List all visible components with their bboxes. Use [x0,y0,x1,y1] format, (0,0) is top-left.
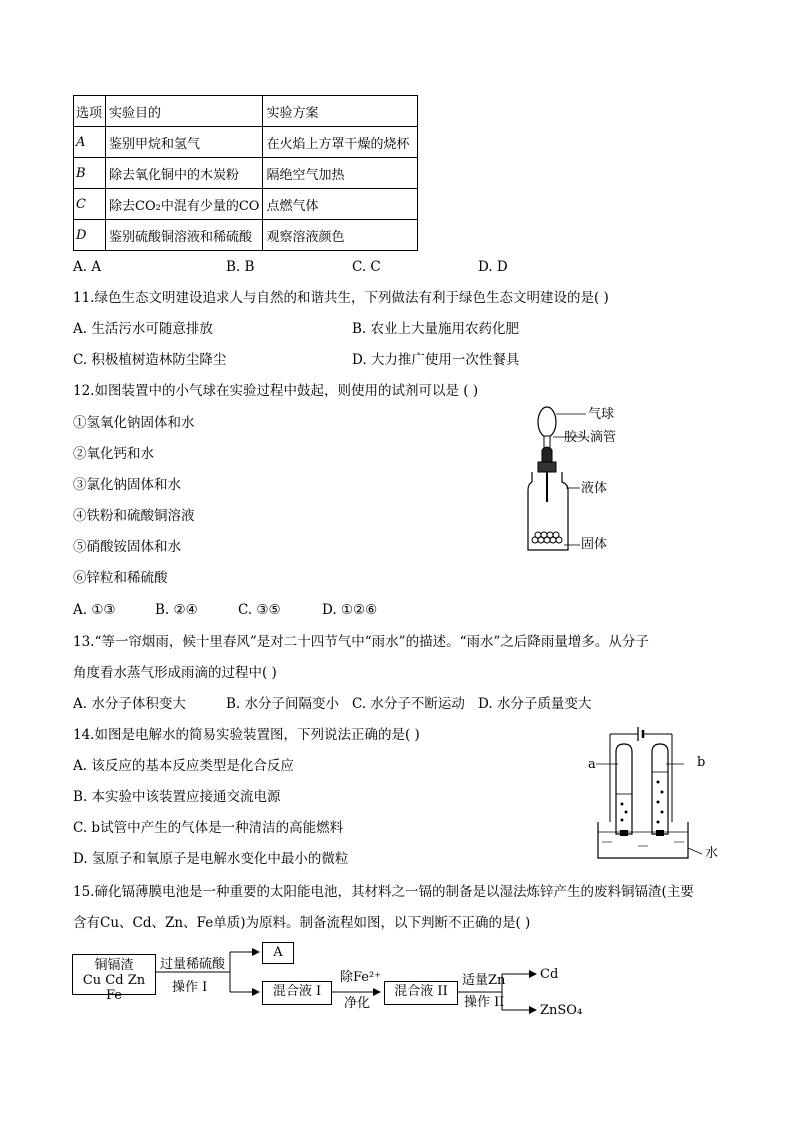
q12-item-1: ①氢氧化钠固体和水 [73,415,195,431]
dropper-label: 胶头滴管 [564,430,617,445]
flow-output-cd: Cd [540,967,559,982]
electrolysis-figure [588,722,708,864]
q12-option-a[interactable]: A. ①③ [73,602,116,618]
balloon-label: 气球 [588,407,615,422]
flow-product-a-box [262,942,294,964]
q12-item-5: ⑤硝酸铵固体和水 [73,539,181,555]
flow-remove-fe: 除Fe²⁺ [340,970,382,985]
q10-option-c[interactable]: C. C [352,259,381,275]
q12-option-b[interactable]: B. ②④ [155,602,198,618]
tube-a-label: a [588,757,596,772]
flow-mix2: 混合液 II [394,984,448,999]
q14-option-b[interactable]: B. 本实验中该装置应接通交流电源 [73,789,281,805]
q12-item-3: ③氯化钠固体和水 [73,477,181,493]
flow-mix1: 混合液 I [272,984,322,999]
table-cell: 鉴别甲烷和氢气 [106,127,263,158]
table-cell: B [74,158,106,189]
q12-option-d[interactable]: D. ①②⑥ [322,602,378,618]
q11-option-d[interactable]: D. 大力推广使用一次性餐具 [352,352,520,368]
q14-option-c[interactable]: C. b试管中产生的气体是一种清洁的高能燃料 [73,820,344,836]
table-cell: 观察溶液颜色 [263,220,418,251]
q15-stem-line1: 15.碲化镉薄膜电池是一种重要的太阳能电池，其材料之一镉的制备是以湿法炼锌产生的废料铜镉渣(主要 [73,884,694,900]
q15-stem-line2: 含有Cu、Cd、Zn、Fe单质)为原料。制备流程如图，以下判断不正确的是( ) [73,915,531,931]
q12-item-2: ②氧化钙和水 [73,446,154,462]
q11-stem: 11.绿色生态文明建设追求人与自然的和谐共生，下列做法有利于绿色生态文明建设的是( ) [73,290,609,306]
flow-purify: 净化 [344,996,371,1011]
flow-start-line1: 铜镉渣 [94,958,134,973]
liquid-label: 液体 [581,481,608,496]
q13-option-a[interactable]: A. 水分子体积变大 [73,696,186,712]
table-cell: D [74,220,106,251]
q11-option-a[interactable]: A. 生活污水可随意排放 [73,321,213,337]
flow-start-line2: Cu Cd Zn Fe [82,973,146,1003]
flow-output-znso4: ZnSO₄ [540,1003,583,1018]
q11-option-b[interactable]: B. 农业上大量施用农药化肥 [352,321,520,337]
q12-stem: 12.如图装置中的小气球在实验过程中鼓起，则使用的试剂可以是 ( ) [73,383,479,399]
tube-b-label: b [697,755,706,770]
tube-b [652,744,668,834]
table-cell: 除去氧化铜中的木炭粉 [106,158,263,189]
flow-product-a: A [273,945,283,960]
table-cell: C [74,189,106,220]
q10-option-a[interactable]: A. A [73,259,102,275]
balloon-shape [538,407,556,437]
table-header-cell: 选项 [74,96,106,127]
q12-option-c[interactable]: C. ③⑤ [238,602,281,618]
q11-option-c[interactable]: C. 积极植树造林防尘降尘 [73,352,227,368]
q14-stem: 14.如图是电解水的简易实验装置图，下列说法正确的是( ) [73,727,420,743]
table-header-row [74,96,418,127]
dropper-bulb [542,447,552,464]
table-cell: 点燃气体 [263,189,418,220]
experiment-table [73,95,418,251]
flow-reagent1: 过量稀硫酸 [160,957,226,972]
q13-option-d[interactable]: D. 水分子质量变大 [478,696,592,712]
q14-option-a[interactable]: A. 该反应的基本反应类型是化合反应 [73,758,294,774]
rubber-stopper [538,462,556,472]
q13-stem-line1: 13.“等一帘烟雨，候十里春风”是对二十四节气中“雨水”的描述。“雨水”之后降雨量增多。从分子 [73,634,649,650]
flow-op2: 操作 II [464,995,505,1010]
q13-option-c[interactable]: C. 水分子不断运动 [352,696,465,712]
water-trough [598,822,688,858]
table-header-cell: 实验方案 [263,96,418,127]
flow-reagent2: 适量Zn [462,973,506,988]
table-cell: A [74,127,106,158]
q10-option-d[interactable]: D. D [478,259,508,275]
flow-start-box [72,954,156,1003]
q12-item-6: ⑥锌粒和稀硫酸 [73,570,168,586]
balloon-apparatus-figure [520,402,640,554]
table-header-cell: 实验目的 [106,96,263,127]
water-label: 水 [705,846,719,861]
flow-mix2-box [384,981,458,1005]
table-cell: 在火焰上方罩干燥的烧杯 [263,127,418,158]
tube-a [616,744,632,834]
q13-option-b[interactable]: B. 水分子间隔变小 [226,696,340,712]
q13-stem-line2: 角度看水蒸气形成雨滴的过程中( ) [73,665,277,681]
solid-label: 固体 [581,537,608,552]
table-cell: 除去CO₂中混有少量的CO [106,189,263,220]
table-row [74,220,418,251]
table-cell: 鉴别硫酸铜溶液和稀硫酸 [106,220,263,251]
table-row [74,127,418,158]
table-row [74,189,418,220]
q14-option-d[interactable]: D. 氢原子和氧原子是电解水变化中最小的微粒 [73,851,349,867]
table-cell: 隔绝空气加热 [263,158,418,189]
q12-item-4: ④铁粉和硫酸铜溶液 [73,508,195,524]
flow-mix1-box [262,981,332,1005]
flow-op1: 操作 I [172,980,208,995]
q10-option-b[interactable]: B. B [226,259,255,275]
table-row [74,158,418,189]
